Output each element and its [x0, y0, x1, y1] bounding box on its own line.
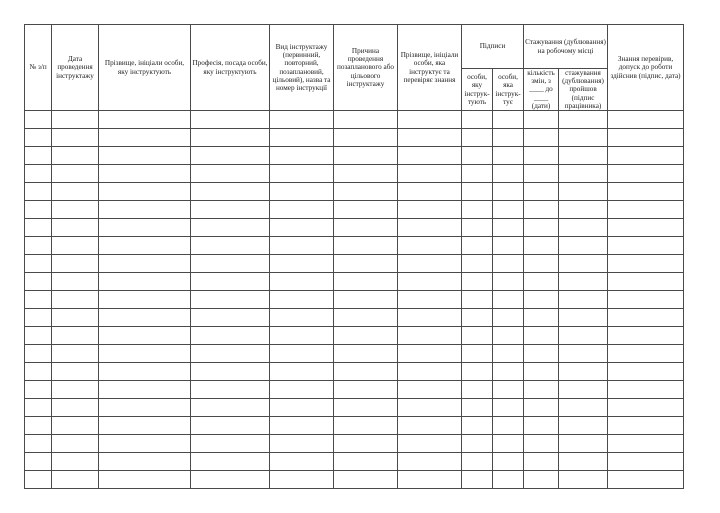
table-row	[25, 345, 684, 363]
table-cell[interactable]	[270, 219, 334, 237]
table-cell[interactable]	[52, 111, 99, 129]
table-cell[interactable]	[559, 291, 608, 309]
table-row	[25, 183, 684, 201]
table-row	[25, 381, 684, 399]
table-cell[interactable]	[608, 147, 684, 165]
table-cell[interactable]	[191, 183, 270, 201]
table-cell[interactable]	[191, 417, 270, 435]
table-cell[interactable]	[99, 327, 191, 345]
table-cell[interactable]	[398, 183, 462, 201]
table-cell[interactable]	[25, 327, 52, 345]
table-cell[interactable]	[398, 435, 462, 453]
header-number: № з/п	[25, 25, 52, 111]
table-cell[interactable]	[608, 255, 684, 273]
table-cell[interactable]	[608, 453, 684, 471]
table-cell[interactable]	[52, 345, 99, 363]
table-cell[interactable]	[462, 363, 493, 381]
table-cell[interactable]	[25, 471, 52, 489]
table-row	[25, 219, 684, 237]
table-cell[interactable]	[493, 309, 524, 327]
table-cell[interactable]	[270, 129, 334, 147]
table-cell[interactable]	[334, 291, 398, 309]
table-cell[interactable]	[608, 363, 684, 381]
table-cell[interactable]	[398, 417, 462, 435]
table-row	[25, 147, 684, 165]
table-cell[interactable]	[334, 219, 398, 237]
table-cell[interactable]	[191, 129, 270, 147]
table-cell[interactable]	[270, 273, 334, 291]
table-cell[interactable]	[270, 309, 334, 327]
table-cell[interactable]	[493, 111, 524, 129]
table-cell[interactable]	[25, 363, 52, 381]
table-cell[interactable]	[99, 111, 191, 129]
table-cell[interactable]	[52, 183, 99, 201]
table-cell[interactable]	[398, 471, 462, 489]
table-row	[25, 327, 684, 345]
table-cell[interactable]	[52, 291, 99, 309]
table-cell[interactable]	[398, 291, 462, 309]
table-cell[interactable]	[270, 327, 334, 345]
table-cell[interactable]	[52, 471, 99, 489]
table-cell[interactable]	[398, 219, 462, 237]
table-cell[interactable]	[99, 399, 191, 417]
table-row	[25, 471, 684, 489]
table-cell[interactable]	[493, 255, 524, 273]
table-cell[interactable]	[493, 345, 524, 363]
table-cell[interactable]	[334, 363, 398, 381]
table-cell[interactable]	[334, 183, 398, 201]
table-cell[interactable]	[608, 165, 684, 183]
table-row	[25, 201, 684, 219]
table-cell[interactable]	[559, 327, 608, 345]
header-signatures: Підписи	[462, 25, 524, 69]
table-cell[interactable]	[493, 201, 524, 219]
table-cell[interactable]	[99, 471, 191, 489]
table-cell[interactable]	[398, 381, 462, 399]
table-cell[interactable]	[270, 183, 334, 201]
table-cell[interactable]	[25, 345, 52, 363]
table-cell[interactable]	[462, 129, 493, 147]
table-cell[interactable]	[493, 165, 524, 183]
table-cell[interactable]	[559, 147, 608, 165]
table-cell[interactable]	[25, 147, 52, 165]
table-cell[interactable]	[608, 273, 684, 291]
table-cell[interactable]	[398, 273, 462, 291]
table-cell[interactable]	[398, 453, 462, 471]
table-cell[interactable]	[52, 219, 99, 237]
table-cell[interactable]	[462, 201, 493, 219]
table-cell[interactable]	[25, 201, 52, 219]
table-cell[interactable]	[608, 399, 684, 417]
table-cell[interactable]	[462, 471, 493, 489]
table-cell[interactable]	[524, 273, 559, 291]
table-cell[interactable]	[99, 309, 191, 327]
table-cell[interactable]	[52, 201, 99, 219]
header-internship-passed: стажування (дублювання) пройшов (підпис працівника)	[559, 69, 608, 111]
table-cell[interactable]	[52, 237, 99, 255]
table-cell[interactable]	[559, 471, 608, 489]
table-cell[interactable]	[608, 219, 684, 237]
table-cell[interactable]	[398, 111, 462, 129]
table-cell[interactable]	[524, 165, 559, 183]
table-cell[interactable]	[462, 147, 493, 165]
table-cell[interactable]	[493, 237, 524, 255]
table-cell[interactable]	[462, 435, 493, 453]
table-cell[interactable]	[462, 399, 493, 417]
table-cell[interactable]	[334, 255, 398, 273]
table-cell[interactable]	[559, 273, 608, 291]
table-cell[interactable]	[524, 237, 559, 255]
table-cell[interactable]	[608, 129, 684, 147]
table-cell[interactable]	[99, 255, 191, 273]
table-cell[interactable]	[334, 309, 398, 327]
table-cell[interactable]	[25, 309, 52, 327]
table-cell[interactable]	[25, 273, 52, 291]
table-cell[interactable]	[191, 327, 270, 345]
table-cell[interactable]	[25, 255, 52, 273]
table-cell[interactable]	[493, 417, 524, 435]
table-cell[interactable]	[52, 381, 99, 399]
table-cell[interactable]	[334, 345, 398, 363]
table-row	[25, 237, 684, 255]
table-cell[interactable]	[99, 147, 191, 165]
table-cell[interactable]	[493, 219, 524, 237]
table-cell[interactable]	[25, 381, 52, 399]
table-cell[interactable]	[493, 273, 524, 291]
table-cell[interactable]	[398, 363, 462, 381]
table-cell[interactable]	[462, 309, 493, 327]
table-cell[interactable]	[334, 471, 398, 489]
header-instructor-name: Прізвище, ініціали особи, яка інструктує та перевіряє знання	[398, 25, 462, 111]
table-cell[interactable]	[462, 111, 493, 129]
header-instruction-type: Вид інструктажу (первинний, повторний, позаплановий, цільовий), назва та номер інструкції	[270, 25, 334, 111]
table-cell[interactable]	[191, 399, 270, 417]
table-cell[interactable]	[559, 435, 608, 453]
header-signature-instructor: особи, яка інструк-тує	[493, 69, 524, 111]
table-cell[interactable]	[334, 453, 398, 471]
table-cell[interactable]	[608, 327, 684, 345]
table-cell[interactable]	[398, 255, 462, 273]
table-cell[interactable]	[559, 111, 608, 129]
table-cell[interactable]	[524, 417, 559, 435]
table-cell[interactable]	[524, 471, 559, 489]
table-cell[interactable]	[25, 129, 52, 147]
table-cell[interactable]	[334, 129, 398, 147]
table-cell[interactable]	[191, 363, 270, 381]
table-row	[25, 453, 684, 471]
table-cell[interactable]	[191, 147, 270, 165]
table-cell[interactable]	[52, 435, 99, 453]
table-cell[interactable]	[493, 453, 524, 471]
table-cell[interactable]	[608, 471, 684, 489]
table-cell[interactable]	[608, 111, 684, 129]
table-cell[interactable]	[99, 183, 191, 201]
table-row	[25, 435, 684, 453]
table-cell[interactable]	[25, 291, 52, 309]
table-cell[interactable]	[270, 363, 334, 381]
table-row	[25, 273, 684, 291]
table-cell[interactable]	[559, 201, 608, 219]
table-cell[interactable]	[25, 453, 52, 471]
table-cell[interactable]	[398, 345, 462, 363]
table-cell[interactable]	[608, 201, 684, 219]
table-cell[interactable]	[524, 345, 559, 363]
table-cell[interactable]	[493, 399, 524, 417]
table-cell[interactable]	[334, 435, 398, 453]
header-date: Дата проведення інструктажу	[52, 25, 99, 111]
table-cell[interactable]	[334, 273, 398, 291]
table-cell[interactable]	[99, 129, 191, 147]
table-cell[interactable]	[191, 219, 270, 237]
table-cell[interactable]	[99, 273, 191, 291]
table-cell[interactable]	[99, 201, 191, 219]
table-cell[interactable]	[608, 291, 684, 309]
table-cell[interactable]	[191, 255, 270, 273]
table-cell[interactable]	[398, 165, 462, 183]
table-cell[interactable]	[52, 399, 99, 417]
table-cell[interactable]	[99, 237, 191, 255]
table-cell[interactable]	[524, 399, 559, 417]
table-cell[interactable]	[559, 453, 608, 471]
table-cell[interactable]	[270, 381, 334, 399]
table-cell[interactable]	[559, 255, 608, 273]
table-row	[25, 291, 684, 309]
table-cell[interactable]	[524, 219, 559, 237]
table-cell[interactable]	[398, 309, 462, 327]
table-cell[interactable]	[462, 237, 493, 255]
table-cell[interactable]	[99, 381, 191, 399]
table-cell[interactable]	[270, 435, 334, 453]
table-cell[interactable]	[559, 309, 608, 327]
table-cell[interactable]	[191, 381, 270, 399]
table-cell[interactable]	[493, 147, 524, 165]
header-reason: Причина проведення позапланового або цільового інструктажу	[334, 25, 398, 111]
table-cell[interactable]	[191, 309, 270, 327]
table-cell[interactable]	[52, 327, 99, 345]
table-cell[interactable]	[524, 147, 559, 165]
table-cell[interactable]	[52, 309, 99, 327]
table-cell[interactable]	[398, 129, 462, 147]
table-cell[interactable]	[270, 453, 334, 471]
table-cell[interactable]	[559, 399, 608, 417]
table-cell[interactable]	[191, 165, 270, 183]
table-cell[interactable]	[270, 201, 334, 219]
table-cell[interactable]	[270, 399, 334, 417]
table-cell[interactable]	[462, 453, 493, 471]
table-cell[interactable]	[559, 237, 608, 255]
table-cell[interactable]	[493, 183, 524, 201]
table-cell[interactable]	[25, 237, 52, 255]
table-cell[interactable]	[462, 183, 493, 201]
table-cell[interactable]	[270, 111, 334, 129]
table-cell[interactable]	[462, 417, 493, 435]
table-cell[interactable]	[52, 417, 99, 435]
table-cell[interactable]	[52, 255, 99, 273]
table-row	[25, 111, 684, 129]
table-cell[interactable]	[524, 201, 559, 219]
header-profession: Професія, посада особи, яку інструктують	[191, 25, 270, 111]
table-cell[interactable]	[559, 417, 608, 435]
table-cell[interactable]	[524, 111, 559, 129]
table-cell[interactable]	[25, 219, 52, 237]
table-cell[interactable]	[25, 399, 52, 417]
table-cell[interactable]	[52, 273, 99, 291]
table-cell[interactable]	[25, 165, 52, 183]
table-cell[interactable]	[559, 129, 608, 147]
table-cell[interactable]	[52, 129, 99, 147]
journal-body	[25, 111, 684, 489]
table-cell[interactable]	[524, 381, 559, 399]
table-cell[interactable]	[493, 471, 524, 489]
table-cell[interactable]	[608, 417, 684, 435]
table-cell[interactable]	[524, 363, 559, 381]
table-cell[interactable]	[191, 291, 270, 309]
table-cell[interactable]	[25, 417, 52, 435]
table-cell[interactable]	[608, 237, 684, 255]
table-cell[interactable]	[25, 435, 52, 453]
table-cell[interactable]	[608, 183, 684, 201]
table-cell[interactable]	[191, 273, 270, 291]
table-cell[interactable]	[25, 111, 52, 129]
table-cell[interactable]	[99, 291, 191, 309]
table-cell[interactable]	[398, 399, 462, 417]
table-cell[interactable]	[462, 219, 493, 237]
table-cell[interactable]	[524, 453, 559, 471]
table-cell[interactable]	[608, 345, 684, 363]
table-cell[interactable]	[493, 363, 524, 381]
table-cell[interactable]	[559, 165, 608, 183]
table-cell[interactable]	[524, 129, 559, 147]
table-cell[interactable]	[524, 309, 559, 327]
table-cell[interactable]	[99, 453, 191, 471]
table-cell[interactable]	[99, 345, 191, 363]
table-cell[interactable]	[334, 147, 398, 165]
table-cell[interactable]	[334, 327, 398, 345]
table-cell[interactable]	[52, 147, 99, 165]
table-cell[interactable]	[462, 327, 493, 345]
table-cell[interactable]	[559, 381, 608, 399]
table-cell[interactable]	[191, 111, 270, 129]
table-cell[interactable]	[524, 327, 559, 345]
table-cell[interactable]	[608, 435, 684, 453]
header-knowledge-verified: Знання перевірив, допуск до роботи здійснив (підпис, дата)	[608, 25, 684, 111]
table-cell[interactable]	[462, 291, 493, 309]
table-cell[interactable]	[270, 237, 334, 255]
table-cell[interactable]	[462, 255, 493, 273]
table-cell[interactable]	[270, 147, 334, 165]
header-internship: Стажування (дублювання) на робочому місці	[524, 25, 608, 69]
table-cell[interactable]	[462, 165, 493, 183]
table-cell[interactable]	[191, 435, 270, 453]
table-cell[interactable]	[559, 183, 608, 201]
table-cell[interactable]	[25, 183, 52, 201]
table-cell[interactable]	[334, 237, 398, 255]
table-cell[interactable]	[270, 471, 334, 489]
table-cell[interactable]	[398, 327, 462, 345]
table-cell[interactable]	[334, 381, 398, 399]
header-shift-count: кількість змін, з ____ до ____ (дати)	[524, 69, 559, 111]
table-cell[interactable]	[334, 165, 398, 183]
table-cell[interactable]	[462, 381, 493, 399]
table-cell[interactable]	[99, 219, 191, 237]
table-row	[25, 255, 684, 273]
table-cell[interactable]	[334, 399, 398, 417]
table-cell[interactable]	[524, 291, 559, 309]
table-row	[25, 309, 684, 327]
table-cell[interactable]	[99, 363, 191, 381]
table-cell[interactable]	[52, 453, 99, 471]
table-cell[interactable]	[99, 435, 191, 453]
table-cell[interactable]	[270, 255, 334, 273]
table-cell[interactable]	[270, 291, 334, 309]
table-cell[interactable]	[270, 165, 334, 183]
table-cell[interactable]	[398, 237, 462, 255]
table-cell[interactable]	[191, 471, 270, 489]
instruction-journal-table	[24, 24, 684, 489]
header-signature-instructed: особи, яку інструк-тують	[462, 69, 493, 111]
table-cell[interactable]	[608, 381, 684, 399]
table-cell[interactable]	[52, 165, 99, 183]
table-cell[interactable]	[524, 255, 559, 273]
table-cell[interactable]	[334, 417, 398, 435]
table-row	[25, 129, 684, 147]
table-cell[interactable]	[493, 435, 524, 453]
table-cell[interactable]	[608, 309, 684, 327]
table-cell[interactable]	[559, 345, 608, 363]
table-cell[interactable]	[191, 201, 270, 219]
table-row	[25, 417, 684, 435]
table-cell[interactable]	[462, 273, 493, 291]
table-cell[interactable]	[559, 219, 608, 237]
table-cell[interactable]	[524, 435, 559, 453]
table-cell[interactable]	[493, 381, 524, 399]
table-cell[interactable]	[493, 327, 524, 345]
table-row	[25, 363, 684, 381]
table-cell[interactable]	[334, 201, 398, 219]
table-cell[interactable]	[559, 363, 608, 381]
table-cell[interactable]	[398, 201, 462, 219]
table-row	[25, 165, 684, 183]
table-cell[interactable]	[398, 147, 462, 165]
table-cell[interactable]	[493, 129, 524, 147]
table-cell[interactable]	[191, 237, 270, 255]
table-cell[interactable]	[462, 345, 493, 363]
table-cell[interactable]	[99, 417, 191, 435]
table-cell[interactable]	[524, 183, 559, 201]
table-cell[interactable]	[493, 291, 524, 309]
table-cell[interactable]	[52, 363, 99, 381]
table-cell[interactable]	[191, 453, 270, 471]
table-cell[interactable]	[270, 417, 334, 435]
header-instructed-name: Прізвище, ініціали особи, яку інструктують	[99, 25, 191, 111]
table-row	[25, 399, 684, 417]
table-cell[interactable]	[99, 165, 191, 183]
table-cell[interactable]	[270, 345, 334, 363]
table-cell[interactable]	[191, 345, 270, 363]
table-cell[interactable]	[334, 111, 398, 129]
